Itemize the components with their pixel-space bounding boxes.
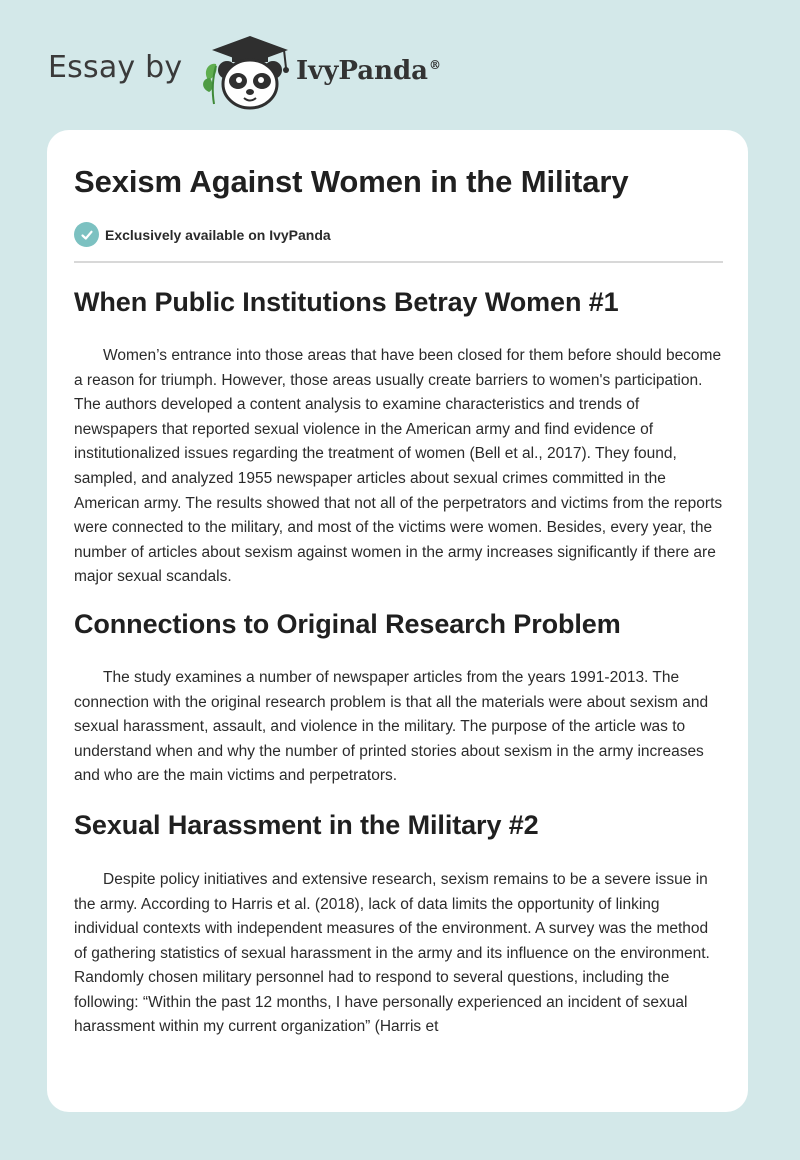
page-title: Sexism Against Women in the Military <box>74 164 629 199</box>
section-paragraph: Despite policy initiatives and extensive research, sexism remains to be a severe issue in the army. According to Harris et al. (2018), lack of data limits the opportunity of linking individual contexts with independent measures of the environment. A survey was the method of gathering statistics of sexual harassment in the army and its influence on the environment. Randomly chosen military personnel had to respond to several questions, including the following: “Within the past 12 months, I have personally experienced an incident of sexual harassment within my current organization” (Harris et <box>74 870 710 1036</box>
section-heading: Sexual Harassment in the Military #2 <box>74 809 539 840</box>
brand-name[interactable] <box>296 56 441 86</box>
section-paragraph: The study examines a number of newspaper articles from the years 1991-2013. The connection with the original research problem is that all the materials were about sexism and sexual harassment, assault, and violence in the military. The purpose of the article was to understand when and why the number of printed stories about sexism in the army increases and who are the main victims and perpetrators. <box>74 668 709 785</box>
site-header <box>0 0 800 130</box>
check-circle-icon <box>74 222 99 247</box>
section-heading: When Public Institutions Betray Women #1 <box>74 287 619 317</box>
divider <box>74 261 723 263</box>
section-heading: Connections to Original Research Problem <box>74 608 621 639</box>
section-paragraph: Women’s entrance into those areas that have been closed for them before should become a reason for triumph. However, those areas usually create barriers to women's participation. The authors developed a content analysis to examine characteristics and trends of newspapers that reported sexual violence in the American army and find evidence of institutionalized issues regarding the treatment of women (Bell et al., 2017). They found, sampled, and analyzed 1955 newspaper articles about sexual crimes committed in the American army. The results showed that not all of the perpetrators and victims from the reports were connected to the military, and most of the victims were women. Besides, every year, the number of articles about sexism against women in the army increases significantly if there are major sexual scandals. <box>74 347 723 586</box>
brand-name-text: IvyPanda <box>296 56 429 86</box>
article-body <box>74 280 725 1040</box>
panda-graduate-logo-icon[interactable] <box>200 34 300 112</box>
exclusive-badge <box>74 222 331 247</box>
brand-prefix: Essay by <box>48 50 183 85</box>
exclusive-badge-text: Exclusively available on IvyPanda <box>105 226 331 243</box>
article-card <box>47 130 748 1112</box>
registered-mark: ® <box>429 58 442 73</box>
